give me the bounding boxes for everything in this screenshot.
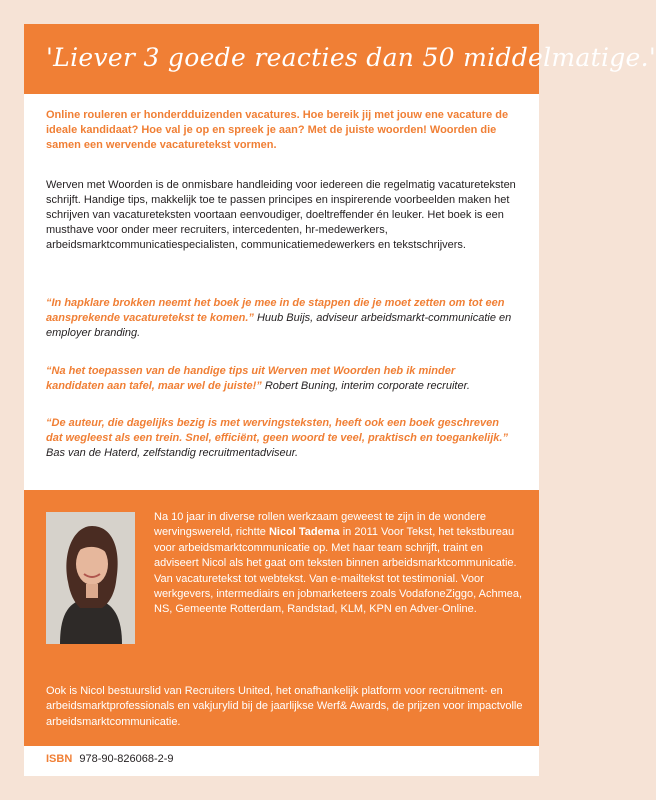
- isbn: [46, 752, 174, 766]
- author-photo: [46, 512, 135, 644]
- testimonial-3: [46, 416, 516, 461]
- author-bio: [154, 510, 524, 618]
- author-portrait-image: [46, 512, 135, 644]
- banner-quote: 'Liever 3 goede reacties dan 50 middelmatige.': [46, 43, 656, 72]
- author-bio-panel: [24, 490, 539, 746]
- author-name: Nicol Tadema: [268, 526, 340, 539]
- intro-text: Online rouleren er honderdduizenden vacatures. Hoe bereik jij met jouw ene vacature de ideale kandidaat? Hoe val je op en spreek je aan? Met de juiste woorden! Woorden die samen een wervende vacaturetekst vormen.: [46, 109, 509, 151]
- isbn-number: 978-90-826068-2-9: [79, 753, 174, 765]
- back-cover: [24, 24, 656, 776]
- title-banner: [24, 24, 656, 94]
- bio-text-start: Na 10 jaar in diverse rollen werkzaam geweest te zijn in de wondere wervingswereld, richtte: [154, 511, 487, 539]
- testimonial-1: [46, 296, 516, 341]
- testimonial-attribution: Bas van de Haterd, zelfstandig recruitmentadviseur.: [46, 447, 299, 459]
- testimonial-2: [46, 364, 516, 394]
- bio-text-end: in 2011 Voor Tekst, het tekstbureau voor arbeidsmarktcommunicatie op. Met haar team schrijft, traint en adviseert Nicol als het gaat om teksten binnen arbeidsmarktcommunicatie. Van vacaturetekst tot webtekst. Van e-mailtekst tot testimonial. Voor werkgevers, intermediairs en jobmarketeers zoals VodafoneZiggo, Achmea, NS, Gemeente Rotterdam, Randstad, KLM, KPN en Adver-Online.: [154, 526, 523, 616]
- testimonial-attribution: Robert Buning, interim corporate recruiter.: [264, 380, 470, 392]
- testimonial-quote: “In hapklare brokken neemt het boek je mee in de stappen die je moet zetten om tot een aansprekende vacaturetekst te komen.”: [46, 297, 505, 324]
- testimonial-attribution: Huub Buijs, adviseur arbeidsmarkt-communicatie en employer branding.: [46, 312, 512, 339]
- author-bio-extra: Ook is Nicol bestuurslid van Recruiters United, het onafhankelijk platform voor recruitment- en arbeidsmarktprofessionals en vakjurylid bij de jaarlijkse Werf& Awards, de prijzen voor impactvolle arbeidsmarktcommunicatie.: [46, 685, 523, 728]
- testimonial-quote: “Na het toepassen van de handige tips uit Werven met Woorden heb ik minder kandidaten aan tafel, maar wel de juiste!”: [46, 365, 456, 392]
- description-text: Werven met Woorden is de onmisbare handleiding voor iedereen die regelmatig vacatureteksten schrijft. Handige tips, makkelijk toe te passen principes en inspirerende voorbeelden maken het schrijven van vacatureteksten voortaan eenvoudiger, doeltreffender én leuker. Het boek is een musthave voor onder meer recruiters, intercedenten, hr-medewerkers, arbeidsmarktcommunicatiespecialisten, communicatiemedewerkers en tekstschrijvers.: [46, 179, 516, 251]
- isbn-label: ISBN: [46, 753, 73, 765]
- testimonial-quote: “De auteur, die dagelijks bezig is met wervingsteksten, heeft ook een boek geschreven dat wegleest als een trein. Snel, efficiënt, geen woord te veel, praktisch en toegankelijk.”: [46, 417, 508, 444]
